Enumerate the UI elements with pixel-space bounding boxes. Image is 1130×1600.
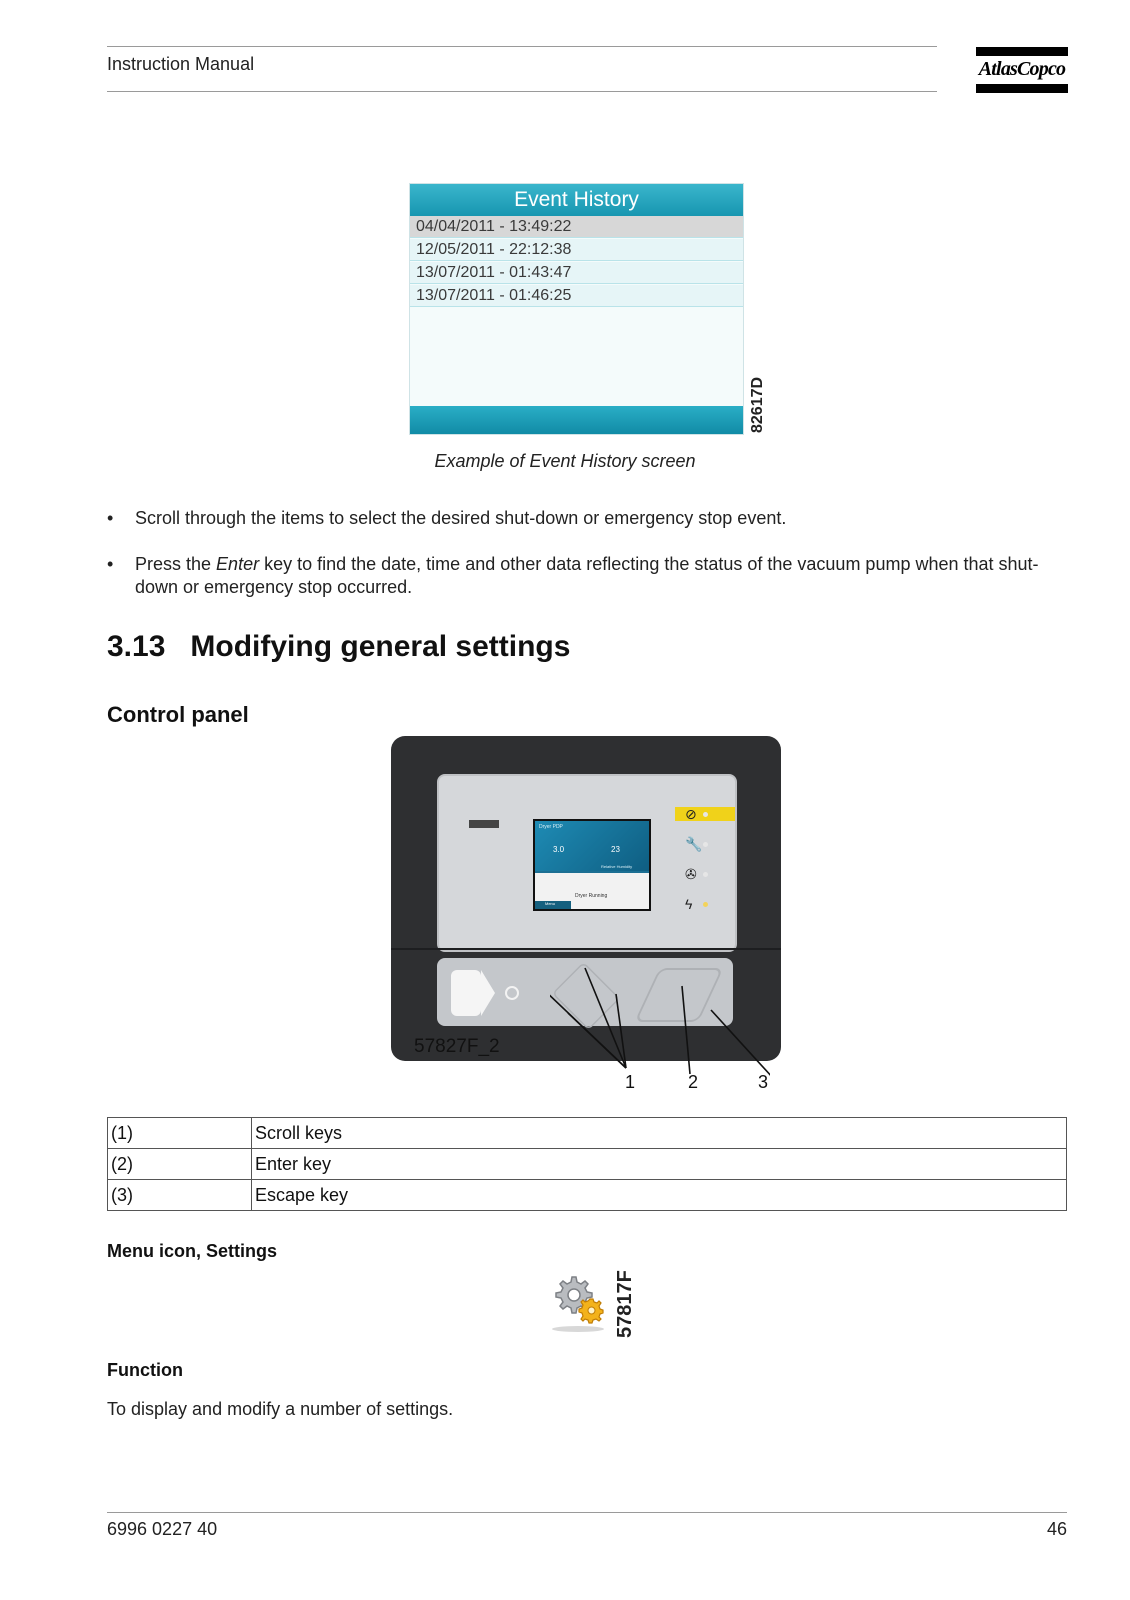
legend-key: (1) bbox=[108, 1118, 252, 1149]
event-history-footer-bar bbox=[410, 406, 743, 434]
legend-key: (3) bbox=[108, 1180, 252, 1211]
panel-divider bbox=[391, 948, 781, 950]
header-title: Instruction Manual bbox=[107, 54, 255, 74]
settings-gears-icon bbox=[548, 1271, 610, 1333]
event-history-figure-code: 82617D bbox=[749, 376, 766, 433]
lcd-status-small: Relative Humidity bbox=[601, 864, 633, 869]
logo-text: AtlasCopco bbox=[978, 58, 1066, 80]
legend-value: Escape key bbox=[252, 1180, 1067, 1211]
legend-value: Enter key bbox=[252, 1149, 1067, 1180]
legend-value: Scroll keys bbox=[252, 1118, 1067, 1149]
event-entry: 04/04/2011 - 13:49:22 bbox=[410, 216, 743, 238]
figure-caption: Example of Event History screen bbox=[434, 451, 696, 471]
header-bottom-rule bbox=[107, 91, 937, 92]
callout-lines bbox=[550, 960, 770, 1090]
control-panel-heading: Control panel bbox=[107, 702, 249, 727]
event-history-screen bbox=[409, 183, 744, 435]
lcd-value-left: 3.0 bbox=[553, 845, 565, 854]
lcd-value-right: 23 bbox=[611, 845, 620, 854]
lcd-menu-label: Menu bbox=[545, 901, 556, 906]
bullet-item bbox=[107, 553, 1067, 599]
section-number: 3.13 bbox=[107, 630, 166, 663]
function-text: To display and modify a number of settings. bbox=[107, 1399, 454, 1419]
bullet-dot: • bbox=[107, 508, 114, 528]
control-panel-legend-table bbox=[107, 1117, 1067, 1211]
event-history-title: Event History bbox=[410, 184, 743, 216]
bullet-text: Scroll through the items to select the desired shut-down or emergency stop event. bbox=[135, 508, 787, 528]
lcd-status: Dryer Running bbox=[575, 893, 608, 899]
control-panel-figure-code: 57827F_2 bbox=[414, 1036, 500, 1057]
callout-label: 2 bbox=[688, 1072, 699, 1092]
bullet-item bbox=[107, 507, 1067, 530]
settings-icon-figure-code: 57817F bbox=[614, 1270, 636, 1338]
bullet-text: Press the Enter key to find the date, time and other data reflecting the status of the vacuum pump when that shut-down or emergency stop occurred. bbox=[135, 554, 1039, 597]
event-entry: 12/05/2011 - 22:12:38 bbox=[410, 239, 743, 261]
footer-rule bbox=[107, 1512, 1067, 1513]
panel-logo bbox=[469, 820, 499, 828]
stop-button[interactable] bbox=[505, 986, 519, 1000]
wrench-icon: 🔧 bbox=[685, 836, 703, 852]
function-heading: Function bbox=[107, 1360, 183, 1380]
menu-icon-heading: Menu icon, Settings bbox=[107, 1241, 278, 1261]
callout-label: 1 bbox=[625, 1072, 636, 1092]
callout-label: 3 bbox=[758, 1072, 769, 1092]
table-row bbox=[108, 1149, 1067, 1180]
start-button[interactable] bbox=[451, 970, 481, 1016]
document-number: 6996 0227 40 bbox=[107, 1519, 218, 1539]
status-led bbox=[703, 842, 708, 847]
header-top-rule bbox=[107, 46, 937, 47]
power-icon: ϟ bbox=[685, 896, 693, 912]
status-led bbox=[703, 812, 708, 817]
status-led bbox=[703, 902, 708, 907]
legend-key: (2) bbox=[108, 1149, 252, 1180]
table-row bbox=[108, 1118, 1067, 1149]
lcd-label: Dryer PDP bbox=[539, 824, 563, 830]
event-entry: 13/07/2011 - 01:43:47 bbox=[410, 262, 743, 284]
panel-display bbox=[533, 819, 651, 911]
fan-icon: ✇ bbox=[685, 866, 697, 882]
table-row bbox=[108, 1180, 1067, 1211]
section-heading bbox=[107, 630, 570, 664]
atlas-copco-logo bbox=[976, 47, 1068, 93]
page-number: 46 bbox=[1046, 1519, 1067, 1539]
status-led bbox=[703, 872, 708, 877]
section-title: Modifying general settings bbox=[190, 630, 571, 663]
bullet-dot: • bbox=[107, 554, 114, 574]
panel-face bbox=[437, 774, 737, 952]
alarm-icon: ⊘ bbox=[685, 806, 697, 822]
enter-key-emphasis: Enter bbox=[216, 554, 260, 574]
event-entry: 13/07/2011 - 01:46:25 bbox=[410, 285, 743, 307]
